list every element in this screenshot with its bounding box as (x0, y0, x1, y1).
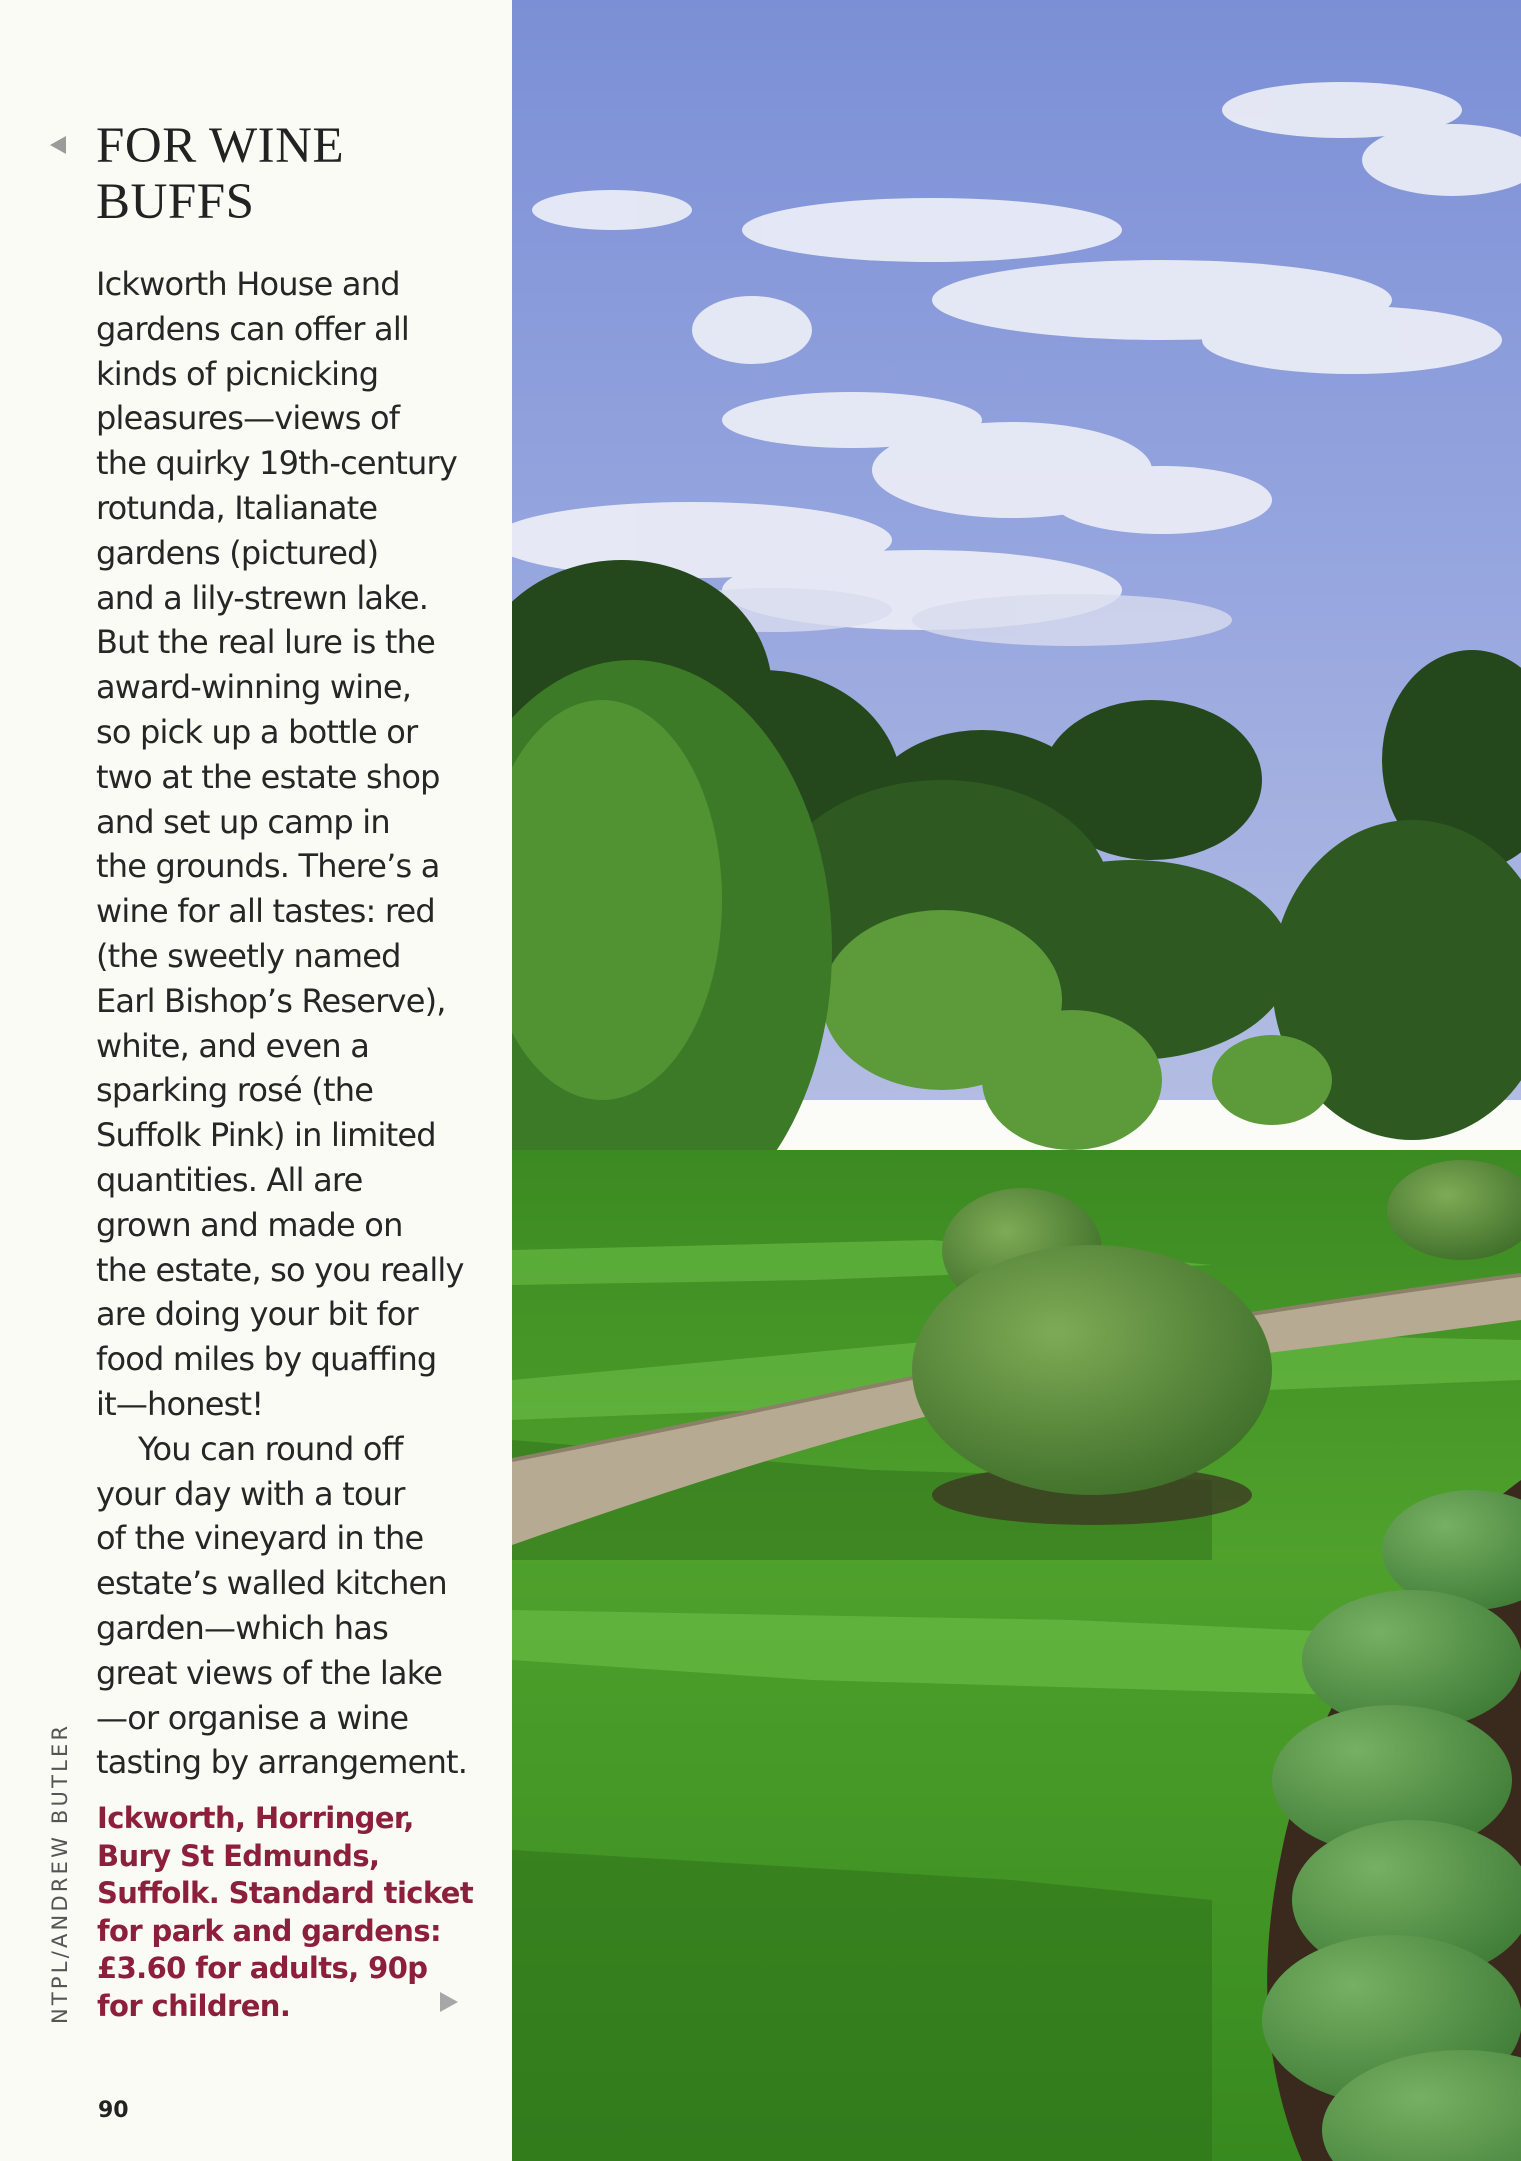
text-line: quantities. All are (96, 1160, 363, 1199)
info-line: Suffolk. Standard ticket (97, 1876, 474, 1910)
text-column (0, 0, 512, 2161)
text-line: your day with a tour (96, 1474, 405, 1513)
text-line: sparking rosé (the (96, 1071, 374, 1110)
text-line: Suffolk Pink) in limited (96, 1116, 436, 1155)
text-line: and set up camp in (96, 802, 390, 841)
text-line: But the real lure is the (96, 623, 435, 662)
text-line: of the vineyard in the (96, 1519, 424, 1558)
text-line: —or organise a wine (96, 1698, 409, 1737)
text-line: and a lily-strewn lake. (96, 578, 429, 617)
text-line: kinds of picnicking (96, 354, 379, 393)
text-line: two at the estate shop (96, 757, 440, 796)
info-line: £3.60 for adults, 90p (97, 1951, 428, 1985)
text-line: it—honest! (96, 1384, 264, 1423)
info-line: for children. (97, 1988, 291, 2023)
text-line: estate’s walled kitchen (96, 1564, 447, 1603)
text-line: white, and even a (96, 1026, 370, 1065)
text-line: award-winning wine, (96, 668, 412, 707)
text-line: rotunda, Italianate (96, 488, 378, 527)
text-line: You can round off (138, 1429, 403, 1468)
text-line: tasting by arrangement. (96, 1743, 468, 1782)
text-line: gardens can offer all (96, 309, 410, 348)
paragraph (96, 262, 496, 1427)
text-line: food miles by quaffing (96, 1340, 437, 1379)
headline (96, 118, 344, 230)
text-line: the quirky 19th-century (96, 444, 458, 483)
text-line: gardens (pictured) (96, 533, 379, 572)
text-line: so pick up a bottle or (96, 712, 418, 751)
text-line: are doing your bit for (96, 1295, 418, 1334)
text-line: garden—which has (96, 1608, 388, 1647)
headline-line: FOR WINE (96, 118, 345, 174)
text-line: grown and made on (96, 1205, 403, 1244)
visitor-info (97, 1800, 473, 2025)
text-line: wine for all tastes: red (96, 892, 435, 931)
text-line: great views of the lake (96, 1653, 443, 1692)
page-number: 90 (98, 2098, 129, 2123)
text-line: Ickworth House and (96, 265, 400, 303)
info-line: for park and gardens: (97, 1913, 441, 1948)
info-line: Ickworth, Horringer, (97, 1801, 414, 1835)
body-text (96, 262, 496, 1785)
headline-line: BUFFS (96, 174, 255, 230)
text-line: the grounds. There’s a (96, 847, 440, 886)
text-line: Earl Bishop’s Reserve), (96, 981, 446, 1020)
left-triangle-icon (50, 136, 66, 154)
right-triangle-icon (440, 1992, 458, 2012)
paragraph (96, 1427, 496, 1785)
garden-photo (512, 0, 1521, 2161)
info-line: Bury St Edmunds, (97, 1838, 380, 1873)
text-line: the estate, so you really (96, 1250, 464, 1289)
text-line: pleasures—views of (96, 399, 400, 438)
text-line: (the sweetly named (96, 936, 401, 975)
photo-credit: NTPL/ANDREW BUTLER (48, 1722, 72, 2024)
